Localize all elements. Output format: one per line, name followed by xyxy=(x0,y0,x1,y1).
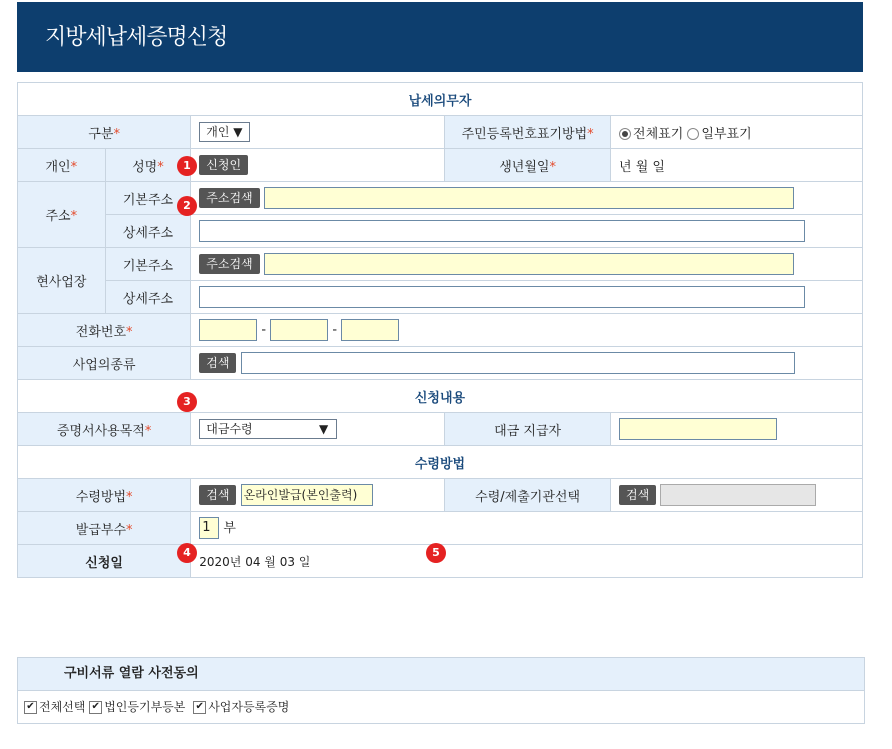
agency-input[interactable] xyxy=(660,484,816,506)
applicant-button[interactable]: 신청인 xyxy=(199,155,248,175)
address-label: 주소* xyxy=(18,182,106,248)
biz-type-label: 사업의종류 xyxy=(18,347,191,380)
radio-full[interactable] xyxy=(619,128,631,140)
copies-label: 발급부수* xyxy=(18,512,191,545)
personal-label: 개인* xyxy=(18,149,106,182)
radio-full-label: 전체표기 xyxy=(633,126,684,142)
resident-method-label: 주민등록번호표기방법* xyxy=(445,116,611,149)
step-badge-5: 5 xyxy=(426,543,446,563)
application-form: 납세의무자 구분* 개인 ▼ 주민등록번호표기방법* 전체표기 일부표기 개인* 성명* 신청인 생년월일* 년 월 일 주소* 기본주소 주소검색 상세주소 현사업장 기본주소 주소검색 상세주소 전화번호* - - 사업의종류 검색 신청내용 증명서사용목적* 대금수령 ▼ 대금 지급자 수령방법 수령방법* 검색 온라인발급(본인출력) 수령/제출기관선택 검색 발급부수* 1 부 신청일 2020년 04 월 03 일 xyxy=(17,82,863,578)
check-all-label: 전체선택 xyxy=(39,700,86,714)
chevron-down-icon: ▼ xyxy=(319,422,329,436)
purpose-label: 증명서사용목적* xyxy=(18,413,191,446)
consent-panel xyxy=(17,657,865,724)
payer-input[interactable] xyxy=(619,418,777,440)
step-badge-3: 3 xyxy=(177,392,197,412)
name-label: 성명* xyxy=(105,149,191,182)
agency-search-button[interactable]: 검색 xyxy=(619,485,656,505)
workplace-address-search-button[interactable]: 주소검색 xyxy=(199,254,259,274)
detail-address-label: 상세주소 xyxy=(105,215,191,248)
copies-input[interactable]: 1 xyxy=(199,517,219,539)
workplace-detail-address-label: 상세주소 xyxy=(105,281,191,314)
agency-label: 수령/제출기관선택 xyxy=(445,479,611,512)
phone-part3-input[interactable] xyxy=(341,319,399,341)
receive-method-input[interactable]: 온라인발급(본인출력) xyxy=(241,484,373,506)
address-search-button[interactable]: 주소검색 xyxy=(199,188,259,208)
biz-registration-label: 사업자등록증명 xyxy=(208,700,290,714)
payer-label: 대금 지급자 xyxy=(445,413,611,446)
step-badge-1: 1 xyxy=(177,156,197,176)
type-select[interactable]: 개인 ▼ xyxy=(199,122,249,142)
radio-partial-label: 일부표기 xyxy=(701,126,752,142)
page-title: 지방세납세증명신청 xyxy=(45,25,228,50)
consent-title: 구비서류 열람 사전동의 xyxy=(18,658,864,691)
date-label: 신청일 xyxy=(18,545,191,578)
type-label: 구분* xyxy=(18,116,191,149)
workplace-label: 현사업장 xyxy=(18,248,106,314)
section-taxpayer: 납세의무자 xyxy=(18,83,863,116)
receive-label: 수령방법* xyxy=(18,479,191,512)
detail-address-input[interactable] xyxy=(199,220,805,242)
birth-label: 생년월일* xyxy=(445,149,611,182)
basic-address-label: 기본주소 xyxy=(105,182,191,215)
workplace-basic-address-label: 기본주소 xyxy=(105,248,191,281)
section-receive: 수령방법 xyxy=(18,446,863,479)
radio-partial[interactable] xyxy=(687,128,699,140)
step-badge-4: 4 xyxy=(177,543,197,563)
phone-part1-input[interactable] xyxy=(199,319,257,341)
page-header xyxy=(17,2,863,72)
biz-type-input[interactable] xyxy=(241,352,795,374)
phone-part2-input[interactable] xyxy=(270,319,328,341)
basic-address-input[interactable] xyxy=(264,187,794,209)
date-value: 2020년 04 월 03 일 xyxy=(191,545,863,578)
receive-search-button[interactable]: 검색 xyxy=(199,485,236,505)
corp-registry-checkbox[interactable]: ✔ xyxy=(89,701,102,714)
step-badge-2: 2 xyxy=(177,196,197,216)
workplace-basic-address-input[interactable] xyxy=(264,253,794,275)
biz-registration-checkbox[interactable]: ✔ xyxy=(193,701,206,714)
workplace-detail-address-input[interactable] xyxy=(199,286,805,308)
section-request: 신청내용 xyxy=(18,380,863,413)
purpose-select[interactable]: 대금수령 ▼ xyxy=(199,419,337,439)
biz-type-search-button[interactable]: 검색 xyxy=(199,353,236,373)
check-all-checkbox[interactable]: ✔ xyxy=(24,701,37,714)
birth-value: 년 월 일 xyxy=(611,149,863,182)
phone-label: 전화번호* xyxy=(18,314,191,347)
corp-registry-label: 법인등기부등본 xyxy=(104,700,186,714)
